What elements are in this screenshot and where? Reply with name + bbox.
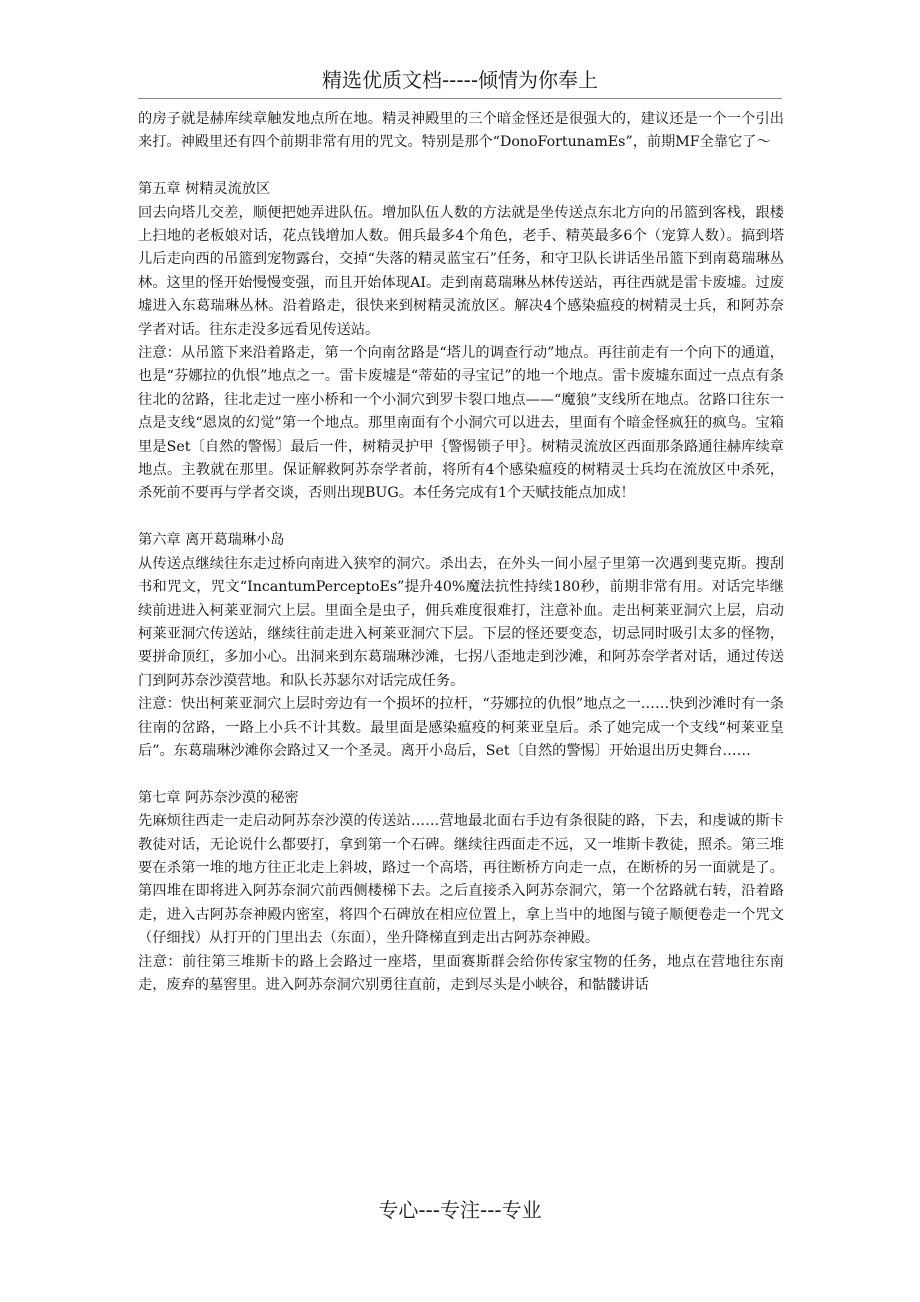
chapter-6-note: 注意：快出柯莱亚洞穴上层时旁边有一个损坏的拉杆，“芬娜拉的仇恨”地点之一……快到沙滩时有一条往南的岔路，一路上小兵不计其数。最里面是感染瘟疫的柯莱亚皇后。杀了她完成一个支线“柯莱亚皇后”。东葛瑞琳沙滩你会路过又一个圣灵。离开小岛后，Set〔自然的警惕〕开始退出历史舞台…… <box>138 696 784 759</box>
chapter-5-note: 注意：从吊篮下来沿着路走，第一个向南岔路是“塔儿的调查行动”地点。再往前走有一个向下的通道，也是“芬娜拉的仇恨”地点之一。雷卡废墟是“蒂茹的寻宝记”的地一个地点。雷卡废墟东面过一点点有条往北的岔路，往北走过一座小桥和一个小洞穴到罗卡裂口地点——“魔狼”支线所在地点。岔路口往东一点是支线“恩岚的幻觉”第一个地点。那里南面有个小洞穴可以进去，里面有个暗金怪疯狂的疯鸟。宝箱里是Set〔自然的警惕〕最后一件，树精灵护甲｛警惕锁子甲｝。树精灵流放区西面那条路通往赫库续章地点。主教就在那里。保证解救阿苏奈学者前，将所有4个感染瘟疫的树精灵士兵均在流放区中杀死，杀死前不要再与学者交谈，否则出现BUG。本任务完成有1个天赋技能点加成！ <box>138 345 784 502</box>
chapter-5-title: 第五章 树精灵流放区 <box>138 181 271 198</box>
chapter-7-body: 先麻烦往西走一走启动阿苏奈沙漠的传送站……营地最北面右手边有条很陡的路，下去，和虔诚的斯卡教徒对话，无论说什么都要打，拿到第一个石碑。继续往西面走不远，又一堆斯卡教徒，照杀。第三堆要在杀第一堆的地方往正北走上斜坡，路过一个高塔，再往断桥方向走一点，在断桥的另一面就是了。第四堆在即将进入阿苏奈洞穴前西侧楼梯下去。之后直接杀入阿苏奈洞穴，第一个岔路就右转，沿着路走，进入古阿苏奈神殿内密室，将四个石碑放在相应位置上，拿上当中的地图与镜子顺便卷走一个咒文（仔细找）从打开的门里出去（东面），坐升降梯直到走出古阿苏奈神殿。 <box>138 813 784 947</box>
paragraph-gap <box>138 155 784 178</box>
chapter-5-body: 回去向塔儿交差，顺便把她弄进队伍。增加队伍人数的方法就是坐传送点东北方向的吊篮到客栈，跟楼上扫地的老板娘对话，花点钱增加人数。佣兵最多4个角色，老手、精英最多6个（宠算人数）。搞到塔儿后走向西的吊篮到宠物露台，交掉“失落的精灵蓝宝石”任务，和守卫队长讲话坐吊篮下到南葛瑞琳丛林。这里的怪开始慢慢变强，而且开始体现AI。走到南葛瑞琳丛林传送站，再往西就是雷卡废墟。过废墟进入东葛瑞琳丛林。沿着路走，很快来到树精灵流放区。解决4个感染瘟疫的树精灵士兵，和阿苏奈学者对话。往东走没多远看见传送站。 <box>138 204 784 338</box>
document-body <box>138 108 784 997</box>
chapter-6-title: 第六章 离开葛瑞琳小岛 <box>138 532 285 549</box>
paragraph-gap <box>138 506 784 529</box>
chapter-7-note: 注意：前往第三堆斯卡的路上会路过一座塔，里面赛斯群会给你传家宝物的任务，地点在营地往东南走，废弃的墓窖里。进入阿苏奈洞穴别勇往直前，走到尽头是小峡谷，和骷髅讲话 <box>138 953 784 993</box>
chapter-6-body: 从传送点继续往东走过桥向南进入狭窄的洞穴。杀出去，在外头一间小屋子里第一次遇到斐克斯。搜刮书和咒文，咒文“IncantumPerceptoEs”提升40%魔法抗性持续180秒，前期非常有用。对话完毕继续前进进入柯莱亚洞穴上层。里面全是虫子，佣兵难度很难打，注意补血。走出柯莱亚洞穴上层，启动柯莱亚洞穴传送站，继续往前走进入柯莱亚洞穴下层。下层的怪还要变态，切忌同时吸引太多的怪物，要拼命顶红，多加小心。出洞来到东葛瑞琳沙滩，七拐八歪地走到沙滩，和阿苏奈学者对话，通过传送门到阿苏奈沙漠营地。和队长苏瑟尔对话完成任务。 <box>138 555 784 689</box>
paragraph-gap <box>138 763 784 786</box>
header-divider <box>138 98 782 99</box>
chapter-7-title: 第七章 阿苏奈沙漠的秘密 <box>138 789 299 806</box>
page-footer-text: 专心---专注---专业 <box>378 1198 542 1222</box>
intro-paragraph: 的房子就是赫库续章触发地点所在地。精灵神殿里的三个暗金怪还是很强大的，建议还是一个一个引出来打。神殿里还有四个前期非常有用的咒文。特别是那个“DonoFortunamEs”，前期MF全靠它了～ <box>138 111 784 151</box>
page-header-title: 精选优质文档-----倾情为你奉上 <box>321 68 599 92</box>
